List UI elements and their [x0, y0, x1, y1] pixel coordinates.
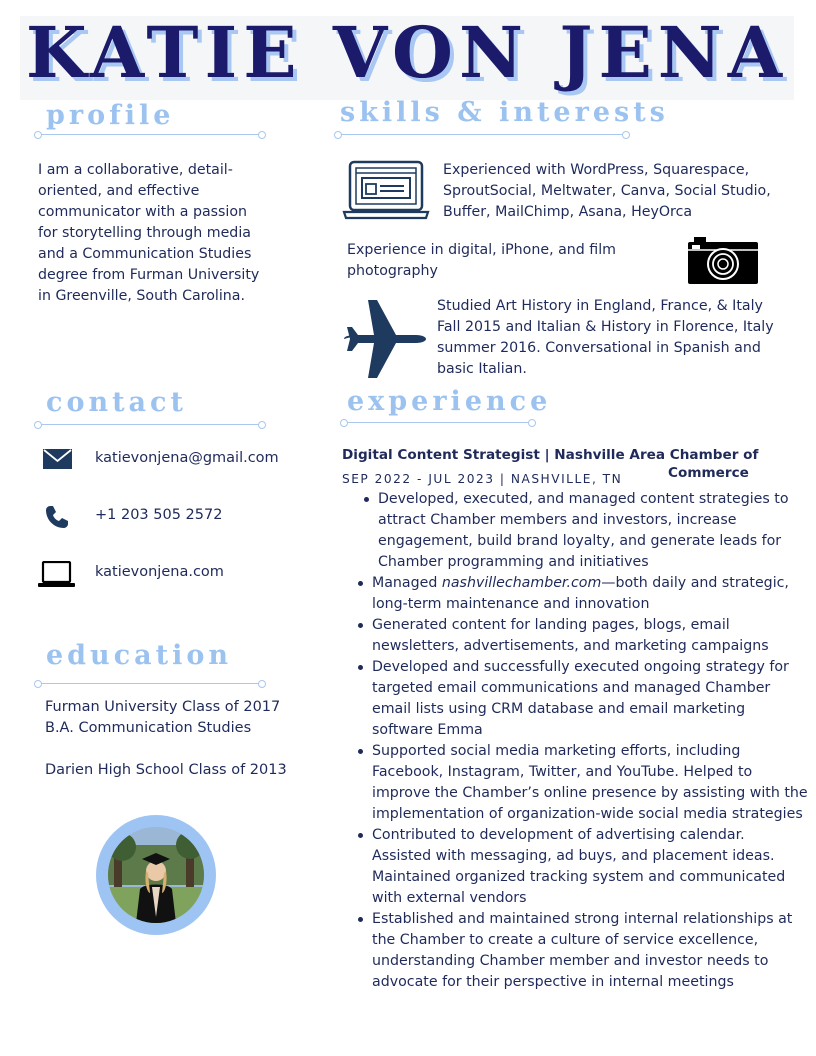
- profile-heading: profile: [46, 100, 175, 131]
- email-icon: [43, 449, 72, 469]
- list-item: Established and maintained strong internal relationships at the Chamber to create a culture of service excellence, understanding Chamber member and investor needs to advocate for their perspective in internal meetings: [372, 909, 808, 993]
- bullet-text: Developed, executed, and managed content strategies to attract Chamber members and investors, increase engagement, build brand loyalty, and generate leads for Chamber programming and initiatives: [378, 489, 806, 573]
- education-highschool: Darien High School Class of 2013: [45, 762, 287, 778]
- education-divider: [34, 680, 266, 688]
- contact-website[interactable]: katievonjena.com: [95, 564, 224, 580]
- experience-heading: experience: [347, 386, 552, 417]
- profile-divider: [34, 131, 266, 139]
- bullet-text: Managed: [372, 575, 442, 591]
- experience-divider: [340, 419, 536, 427]
- candidate-name: KATIE VON JENA: [25, 11, 789, 94]
- avatar: [108, 827, 204, 923]
- skills-divider: [334, 131, 630, 139]
- website-link[interactable]: nashvillechamber.com: [441, 575, 602, 591]
- contact-email[interactable]: katievonjena@gmail.com: [95, 450, 279, 466]
- phone-icon: [45, 505, 69, 529]
- laptop-icon: [342, 160, 430, 220]
- job-title: Digital Content Strategist | Nashville Area Chamber of: [342, 447, 759, 463]
- experience-bullets: [372, 573, 808, 993]
- profile-text: I am a collaborative, detail-oriented, and effective communicator with a passion for storytelling through media and a Communication Studies degree from Furman University in Greenville, South Carolina.: [38, 162, 260, 304]
- skills-software: Experienced with WordPress, Squarespace, SproutSocial, Meltwater, Canva, Social Studio, Buffer, MailChimp, Asana, HeyOrca: [443, 162, 771, 220]
- education-degree: B.A. Communication Studies: [45, 720, 252, 736]
- list-item: Supported social media marketing efforts, including Facebook, Instagram, Twitter, and YouTube. Helped to improve the Chamber’s online presence by assisting with the implementation of organization-wide social media strategies: [372, 741, 808, 825]
- airplane-icon: [344, 298, 426, 380]
- bullet-text: —both daily and strategic, long-term maintenance and innovation: [372, 575, 789, 612]
- list-item: [372, 573, 808, 615]
- laptop-small-icon: [38, 561, 75, 588]
- skills-languages: Studied Art History in England, France, & Italy Fall 2015 and Italian & History in Florence, Italy summer 2016. Conversational in Spanish and basic Italian.: [437, 298, 774, 377]
- list-item: Contributed to development of advertising calendar. Assisted with messaging, ad buys, and placement ideas. Maintained organized tracking system and communicated with external vendors: [372, 825, 808, 909]
- education-college: Furman University Class of 2017: [45, 699, 281, 715]
- contact-heading: contact: [46, 387, 187, 418]
- list-item: Generated content for landing pages, blogs, email newsletters, advertisements, and marketing campaigns: [372, 615, 808, 657]
- job-dates: SEP 2022 - JUL 2023 | NASHVILLE, TN: [342, 472, 623, 486]
- contact-phone[interactable]: +1 203 505 2572: [95, 507, 223, 523]
- camera-icon: [686, 236, 760, 286]
- skills-photography: Experience in digital, iPhone, and film photography: [347, 242, 616, 279]
- contact-divider: [34, 421, 266, 429]
- experience-bullet-1: [378, 489, 806, 573]
- skills-heading: skills & interests: [340, 97, 669, 128]
- education-heading: education: [46, 640, 232, 671]
- job-title-continued: Commerce: [668, 465, 749, 481]
- list-item: Developed and successfully executed ongoing strategy for targeted email communications and managed Chamber email lists using CRM database and email marketing software Emma: [372, 657, 808, 741]
